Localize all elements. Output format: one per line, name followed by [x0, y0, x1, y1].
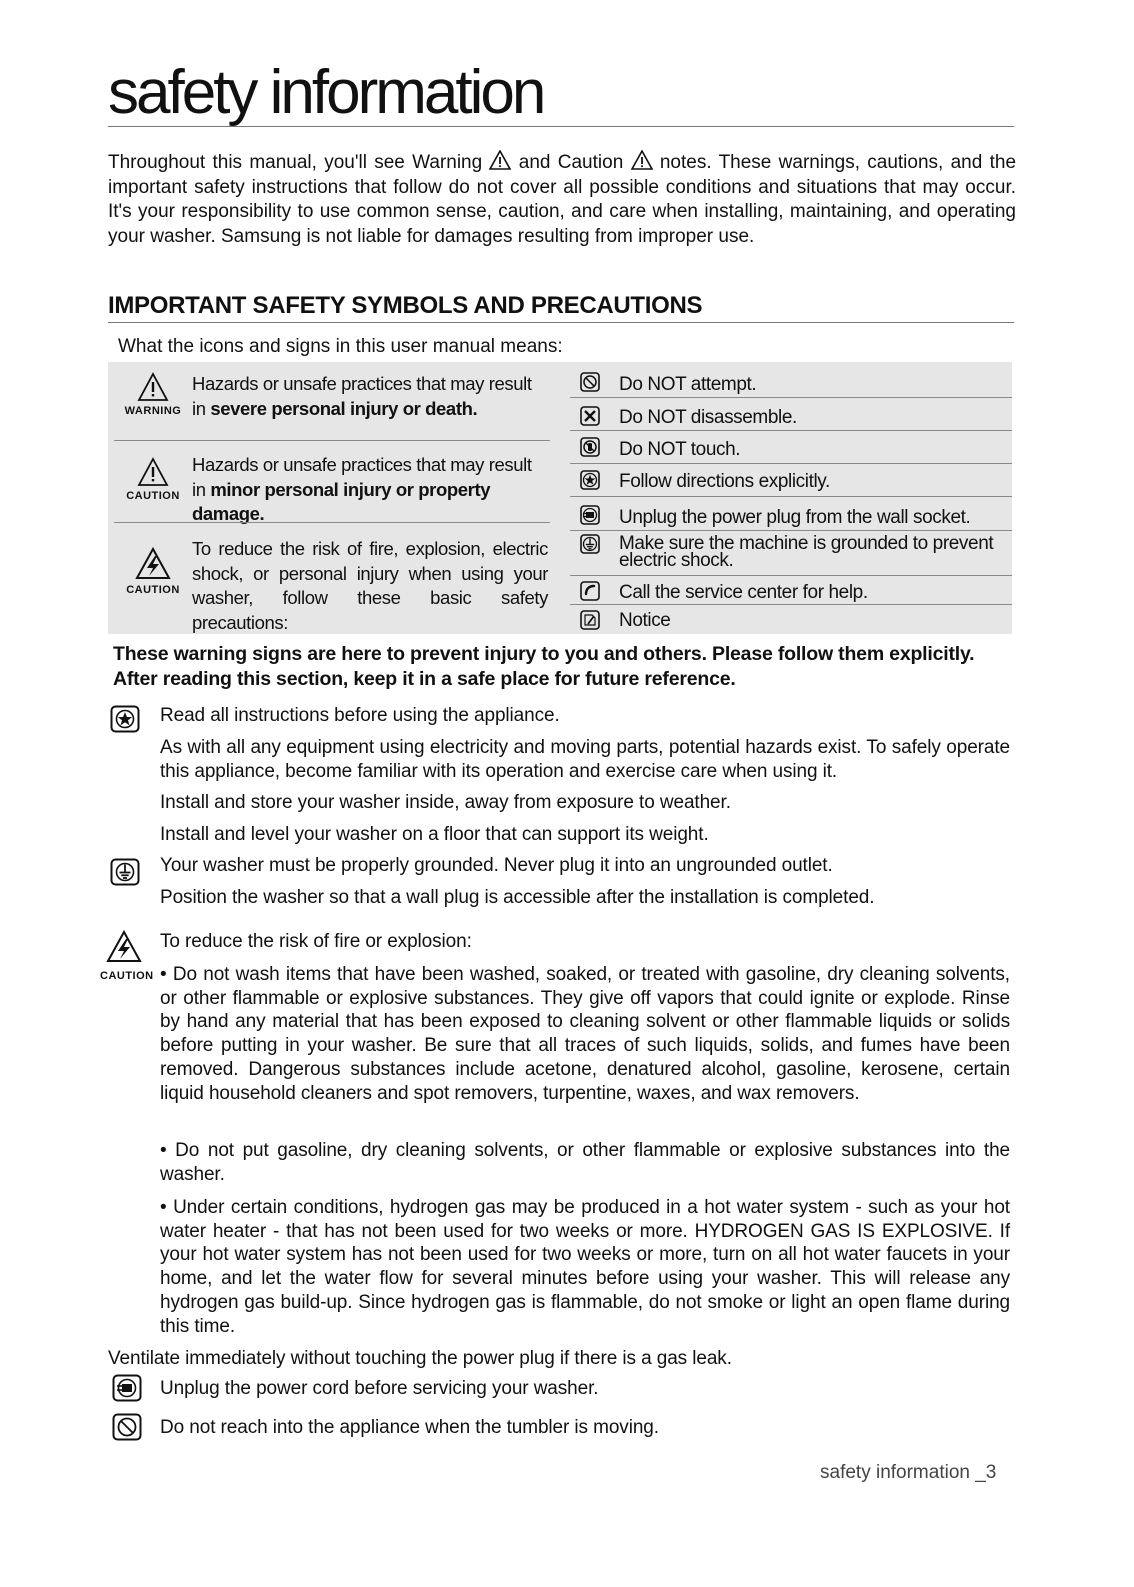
- instruction-equipment: As with all any equipment using electricity and moving parts, potential hazards exist. To safely operate this appliance, become familiar with its operation and exercise care when using it.: [160, 737, 1010, 782]
- symbol-row: [570, 362, 1012, 398]
- caution-bullet: • Under certain conditions, hydrogen gas may be produced in a hot water system - such as your hot water heater - that has not been used for two weeks or more. HYDROGEN GAS IS EXPLOSIVE. If your hot water system has not been used for two weeks or more, turn on all hot water faucets in your home, and let the water flow for several minutes before using your washer. This will release any hydrogen gas build-up. Since hydrogen gas is flammable, do not smoke or light an open flame during this time.: [160, 1197, 1010, 1337]
- unplug-icon: [580, 505, 600, 525]
- no-touch-icon: [580, 437, 600, 457]
- instruction-ventilate: Ventilate immediately without touching the power plug if there is a gas leak.: [108, 1348, 732, 1369]
- symbol-row: [570, 605, 1012, 634]
- caution-bullet: • Do not wash items that have been washed, soaked, or treated with gasoline, dry cleaning solvents, or other flammable or explosive substances. They give off vapors that could ignite or explode. Rinse by hand any material that has been exposed to cleaning solvent or other flammable liquids or solids before putting in your washer. Be sure that all traces of such liquids, solids, and fumes have been removed. Dangerous substances include acetone, denatured alcohol, gasoline, kerosene, certain liquid household cleaners and spot removers, turpentine, waxes, and wax removers.: [160, 964, 1010, 1104]
- caution-label: CAUTION: [126, 490, 180, 502]
- electric-caution-icon: [135, 547, 171, 581]
- warning-triangle-icon: [489, 150, 511, 170]
- hazard-row-electric-caution: [114, 537, 550, 633]
- instruction-unplug-cord: Unplug the power cord before servicing your washer.: [160, 1378, 599, 1399]
- follow-directions-icon: [580, 470, 600, 490]
- hazard-text: Hazards or unsafe practices that may result in: [192, 454, 532, 500]
- intro-text-2: and Caution: [518, 152, 624, 173]
- hazard-text-bold: severe personal injury or death.: [210, 397, 478, 419]
- symbol-legend: [108, 362, 1012, 634]
- symbol-row: [570, 576, 1012, 605]
- hazard-row-caution: [114, 453, 550, 524]
- hazard-divider: [114, 440, 550, 441]
- safety-notice: These warning signs are here to prevent injury to you and others. Please follow them explicitly. After reading this section, keep it in a safe place for future reference.: [113, 643, 975, 690]
- instruction-fire-intro: To reduce the risk of fire or explosion:: [160, 931, 472, 952]
- warning-label: WARNING: [124, 405, 182, 417]
- title-divider: [108, 126, 1014, 127]
- prohibited-icon: [580, 372, 600, 392]
- notice-icon: [580, 610, 600, 630]
- call-service-icon: [580, 581, 600, 601]
- follow-directions-icon: [110, 705, 140, 733]
- electric-caution-icon: [106, 930, 142, 964]
- ground-icon: [580, 534, 600, 554]
- warning-triangle-icon: [137, 372, 169, 402]
- instruction-grounded: Your washer must be properly grounded. Never plug it into an ungrounded outlet.: [160, 855, 833, 876]
- hazard-text: Hazards or unsafe practices that may result in: [192, 373, 532, 419]
- symbol-label: Notice: [619, 610, 671, 631]
- symbol-label: Do NOT disassemble.: [619, 407, 797, 428]
- page-footer: safety information _3: [820, 1462, 997, 1483]
- caution-bullet: • Do not put gasoline, dry cleaning solvents, or other flammable or explosive substances into the washer.: [160, 1140, 1010, 1185]
- section-divider: [108, 322, 1014, 323]
- instruction-position: Position the washer so that a wall plug is accessible after the installation is completed.: [160, 887, 875, 908]
- hazard-text-bold: minor personal injury or property damage.: [192, 478, 491, 524]
- symbol-row: [570, 497, 1012, 531]
- instruction-no-reach: Do not reach into the appliance when the tumbler is moving.: [160, 1417, 659, 1438]
- instruction-install-store: Install and store your washer inside, away from exposure to weather.: [160, 792, 731, 813]
- prohibited-icon: [112, 1413, 142, 1441]
- unplug-icon: [112, 1374, 142, 1402]
- symbol-label: Do NOT attempt.: [619, 374, 757, 395]
- caution-triangle-icon: [631, 150, 653, 170]
- hazard-legend: [108, 362, 550, 634]
- symbol-label: Call the service center for help.: [619, 582, 868, 603]
- symbol-list: [570, 362, 1012, 634]
- symbol-row: [570, 464, 1012, 497]
- symbol-row: [570, 431, 1012, 464]
- caution-label: CAUTION: [100, 970, 154, 982]
- hazard-divider: [114, 522, 550, 523]
- intro-text-3: notes. These warnings, cautions, and the important safety instructions that follow do not cover all possible conditions and situations that may occur. It's your responsibility to use common sense, caution, and care when installing, maintaining, and operating your washer. Samsung is not liable for damages resulting from improper use.: [108, 152, 1017, 247]
- section-heading: IMPORTANT SAFETY SYMBOLS AND PRECAUTIONS: [108, 292, 703, 319]
- hazard-row-warning: [114, 372, 550, 434]
- symbol-label: Follow directions explicitly.: [619, 471, 830, 492]
- symbol-label: Do NOT touch.: [619, 439, 741, 460]
- symbol-label: Unplug the power plug from the wall socket.: [619, 507, 971, 528]
- caution-label: CAUTION: [126, 584, 180, 596]
- caution-triangle-icon: [137, 457, 169, 487]
- instruction-install-level: Install and level your washer on a floor that can support its weight.: [160, 824, 709, 845]
- symbol-row: [570, 531, 1012, 576]
- legend-intro: What the icons and signs in this user manual means:: [118, 336, 563, 357]
- instruction-read-all: Read all instructions before using the appliance.: [160, 705, 560, 726]
- intro-paragraph: [108, 150, 1016, 249]
- symbol-row: [570, 398, 1012, 431]
- page-title: safety information: [108, 58, 544, 127]
- no-disassemble-icon: [580, 406, 600, 426]
- symbol-label: Make sure the machine is grounded to prevent electric shock.: [619, 533, 994, 571]
- intro-text-1: Throughout this manual, you'll see Warning: [108, 152, 483, 173]
- hazard-text: To reduce the risk of fire, explosion, electric shock, or personal injury when using your washer, follow these basic safety precautions:: [192, 538, 548, 633]
- ground-icon: [110, 858, 140, 886]
